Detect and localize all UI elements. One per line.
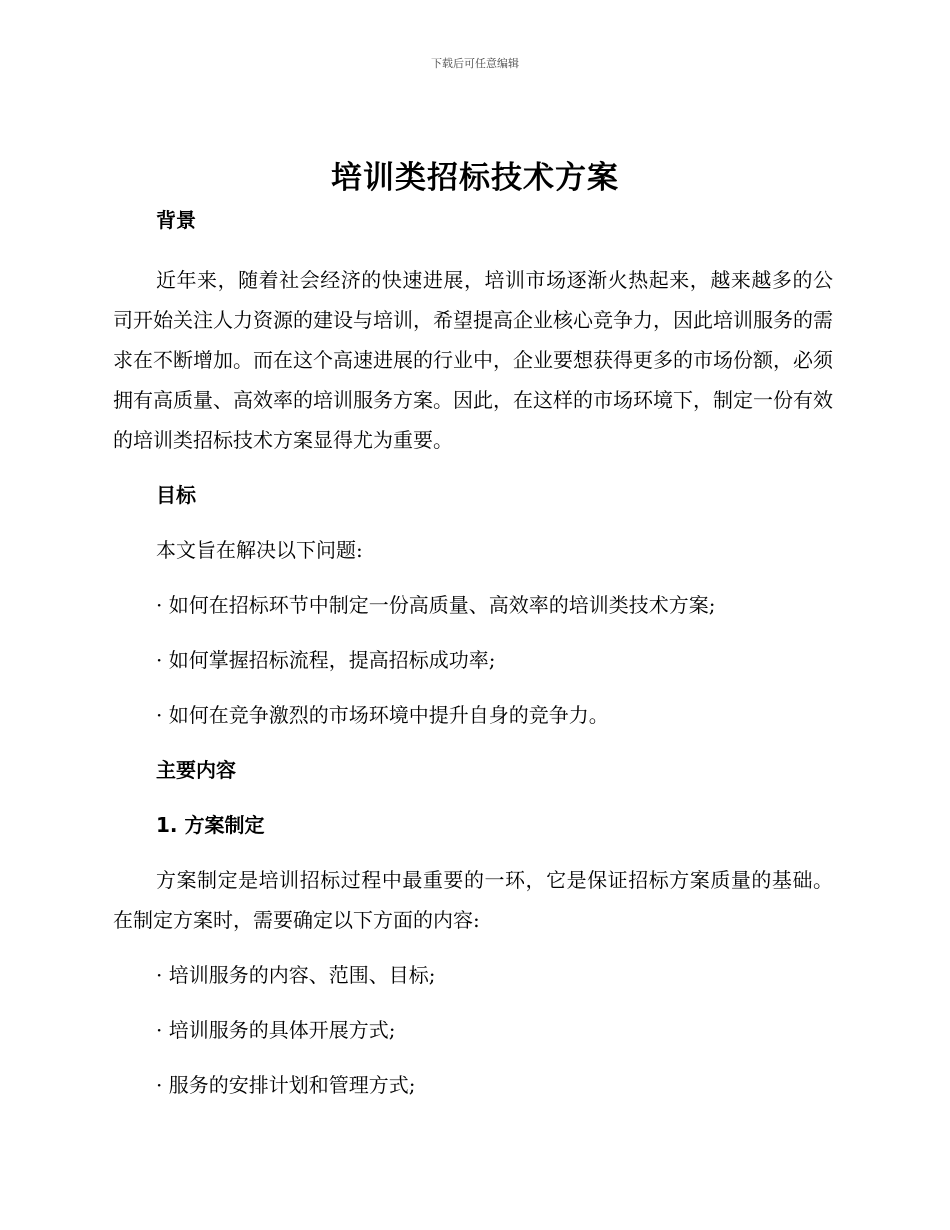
main-bullet-1: · 培训服务的内容、范围、目标; xyxy=(156,963,436,987)
goal-bullet-3: · 如何在竞争激烈的市场环境中提升自身的竞争力。 xyxy=(156,703,609,727)
main-paragraph: 方案制定是培训招标过程中最重要的一环，它是保证招标方案质量的基础。在制定方案时，需要确定以下方面的内容: xyxy=(113,868,833,932)
section-heading-background: 背景 xyxy=(156,208,196,232)
main-bullet-3: · 服务的安排计划和管理方式; xyxy=(156,1073,416,1097)
section-heading-goal: 目标 xyxy=(156,483,196,507)
main-bullet-2: · 培训服务的具体开展方式; xyxy=(156,1018,396,1042)
header-note: 下载后可任意编辑 xyxy=(431,57,519,70)
sub-heading-plan: 1. 方案制定 xyxy=(156,813,265,837)
goal-bullet-1: · 如何在招标环节中制定一份高质量、高效率的培训类技术方案; xyxy=(156,593,716,617)
document-body xyxy=(113,200,833,1105)
goal-bullet-2: · 如何掌握招标流程，提高招标成功率; xyxy=(156,648,496,672)
background-paragraph: 近年来，随着社会经济的快速进展，培训市场逐渐火热起来，越来越多的公司开始关注人力资源的建设与培训，希望提高企业核心竞争力，因此培训服务的需求在不断增加。而在这个高速进展的行业中，企业要想获得更多的市场份额，必须拥有高质量、高效率的培训服务方案。因此，在这样的市场环境下，制定一份有效的培训类招标技术方案显得尤为重要。 xyxy=(113,268,833,452)
document-title: 培训类招标技术方案 xyxy=(331,160,619,196)
section-heading-main: 主要内容 xyxy=(156,758,236,782)
goal-intro: 本文旨在解决以下问题: xyxy=(156,538,363,562)
